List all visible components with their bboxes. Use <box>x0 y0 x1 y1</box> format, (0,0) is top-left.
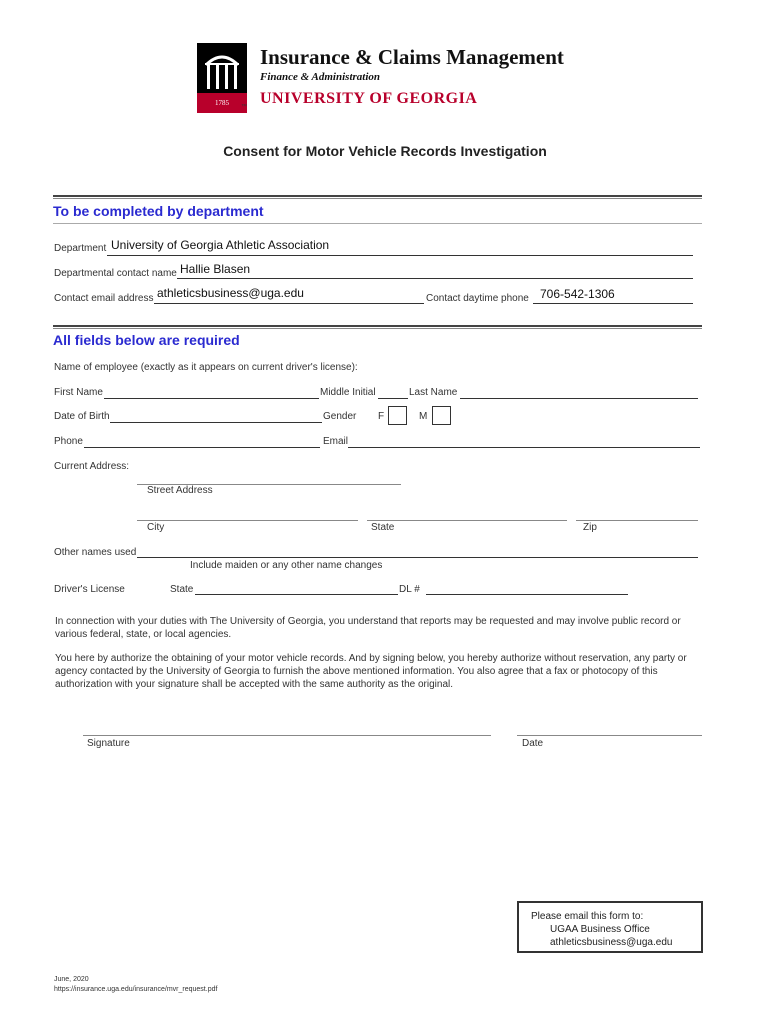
phone-label: Phone <box>54 436 83 447</box>
name-instruction: Name of employee (exactly as it appears on current driver's license): <box>54 362 358 373</box>
city-label: City <box>147 522 165 533</box>
form-title: Consent for Motor Vehicle Records Investigation <box>223 143 547 159</box>
department-field[interactable] <box>107 255 693 256</box>
dob-field[interactable] <box>110 422 322 423</box>
logo-year: 1785 <box>215 99 229 107</box>
contact-email-value: athleticsbusiness@uga.edu <box>157 286 304 300</box>
last-name-field[interactable] <box>460 398 698 399</box>
consent-paragraph-2: You here by authorize the obtaining of your motor vehicle records. And by signing below, you hereby authorize without reservation, any party or agency contacted by the University of Georgia to furnish the above mentioned information. You also agree that a fax or photocopy of this authorization with your signature shall be accepted with the same authority as the original. <box>55 653 687 690</box>
city-field[interactable] <box>137 520 358 521</box>
phone-field[interactable] <box>84 447 320 448</box>
email-box-line2: UGAA Business Office <box>550 924 650 935</box>
email-instructions-box <box>517 901 703 953</box>
dl-number-label: DL # <box>399 584 420 595</box>
signature-label: Signature <box>87 738 130 749</box>
email-label: Email <box>323 436 349 447</box>
dl-number-field[interactable] <box>426 594 628 595</box>
dl-state-label: State <box>170 584 194 595</box>
required-section-heading: All fields below are required <box>53 332 240 348</box>
first-name-label: First Name <box>54 387 103 398</box>
first-name-field[interactable] <box>104 398 319 399</box>
current-address-label: Current Address: <box>54 461 130 472</box>
dob-label: Date of Birth <box>54 411 110 422</box>
department-label: Department <box>54 243 107 254</box>
signature-field[interactable] <box>83 735 491 736</box>
date-label: Date <box>522 738 544 749</box>
department-value: University of Georgia Athletic Association <box>111 238 330 252</box>
section-rule-required <box>53 325 702 329</box>
contact-name-field[interactable] <box>177 278 693 279</box>
other-names-field[interactable] <box>137 557 698 558</box>
header-university: UNIVERSITY OF GEORGIA <box>260 90 478 107</box>
zip-field[interactable] <box>576 520 698 521</box>
logo-tm: ™ <box>241 104 247 110</box>
state-field[interactable] <box>367 520 567 521</box>
street-address-label: Street Address <box>147 485 213 496</box>
header-subtitle: Finance & Administration <box>260 71 381 83</box>
last-name-label: Last Name <box>409 387 458 398</box>
dl-state-field[interactable] <box>195 594 398 595</box>
contact-email-label: Contact email address <box>54 293 154 304</box>
zip-label: Zip <box>583 522 597 533</box>
footer-url: https://insurance.uga.edu/insurance/mvr_request.pdf <box>54 986 218 993</box>
consent-paragraph-1: In connection with your duties with The University of Georgia, you understand that reports may be requested and may involve public record or various federal, state, or local agencies. <box>55 616 681 640</box>
middle-initial-label: Middle Initial <box>320 387 376 398</box>
section-rule-top <box>53 195 702 199</box>
contact-name-label: Departmental contact name <box>54 268 177 279</box>
gender-f-label: F <box>378 411 385 422</box>
state-label: State <box>371 522 395 533</box>
middle-initial-field[interactable] <box>378 398 408 399</box>
contact-phone-field[interactable] <box>533 303 693 304</box>
email-box-line3: athleticsbusiness@uga.edu <box>550 937 673 948</box>
department-section-heading: To be completed by department <box>53 203 264 219</box>
contact-email-field[interactable] <box>154 303 424 304</box>
other-names-label: Other names used <box>54 547 137 558</box>
gender-m-checkbox[interactable] <box>432 406 451 425</box>
section-rule-dept <box>53 223 702 224</box>
date-field[interactable] <box>517 735 702 736</box>
logo <box>197 43 247 113</box>
footer-date: June, 2020 <box>54 976 89 983</box>
header-title: Insurance & Claims Management <box>260 45 564 69</box>
gender-label: Gender <box>323 411 357 422</box>
contact-phone-value: 706-542-1306 <box>540 287 615 301</box>
gender-m-label: M <box>419 411 428 422</box>
contact-phone-label: Contact daytime phone <box>426 293 529 304</box>
contact-name-value: Hallie Blasen <box>180 262 251 276</box>
gender-f-checkbox[interactable] <box>388 406 407 425</box>
email-box-line1: Please email this form to: <box>531 911 644 922</box>
other-names-hint: Include maiden or any other name changes <box>190 560 383 571</box>
email-field[interactable] <box>348 447 700 448</box>
drivers-license-label: Driver's License <box>54 584 125 595</box>
